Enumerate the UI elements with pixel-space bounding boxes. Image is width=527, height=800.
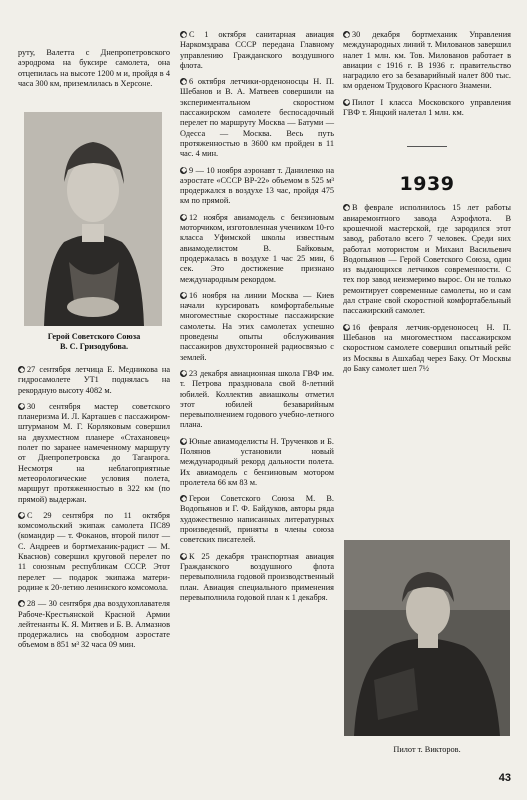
entry-text: 12 ноября авиамодель с бензиновым моторчиком, изготовленная учеником 10-го класса Уфимской школы известным авиамоделистом В. Байковым, продержалась в воздухе 1 час 25 мин, 6 сек. Это достижение признано международным рекордом. bbox=[180, 212, 334, 284]
star-bullet-icon bbox=[343, 31, 350, 38]
portrait-photo bbox=[24, 112, 162, 326]
entry-1-1 bbox=[18, 365, 170, 396]
portrait-caption-line1: Герой Советского Союза bbox=[47, 332, 141, 341]
entry-1-2 bbox=[18, 402, 170, 505]
entry-2-7 bbox=[180, 437, 334, 488]
star-bullet-icon bbox=[180, 292, 187, 299]
star-bullet-icon bbox=[180, 31, 187, 38]
intro-text: руту, Валетта с Днепропетровского аэродрома на буксире самолета, она отцепилась на высоте 1200 м и, пройдя в 4 часа 300 км, приземлилась в Херсоне. bbox=[18, 48, 170, 88]
entry-3-2 bbox=[343, 98, 511, 119]
star-bullet-icon bbox=[180, 167, 187, 174]
star-bullet-icon bbox=[343, 324, 350, 331]
section-divider bbox=[407, 146, 447, 147]
entry-text: 30 сентября мастер советского планеризма И. Л. Карташев с пассажиром-штурманом М. Г. Корляковым совершил на двухместном планере «Стахановец» полет по заранее намеченному маршруту от Днепропетровска до Таганрога. Несмотря на неблагоприятные метеорологические условия полета, маршрут протяженностью в 322 км (по прямой) выдержан. bbox=[18, 401, 170, 504]
star-bullet-icon bbox=[180, 370, 187, 377]
entry-2-4 bbox=[180, 213, 334, 285]
entry-2-2 bbox=[180, 77, 334, 159]
page-number: 43 bbox=[498, 772, 511, 784]
entry-text: В феврале исполнилось 15 лет работы авиаремонтного завода Аэрофлота. В крошечной мастерской, где зародился этот завод, работало всего 7 человек. Среди них работал мотористом и Михаил Васильевич Водопьянов — Герой Советского Союза, один из выдающихся летчиков современности. С тех пор завод неизмеримо вырос. Он не только ремонтирует современные самолеты, но и сам дал стране свой скоростной комфортабельный пассажирский самолет. bbox=[343, 203, 511, 316]
column-3 bbox=[343, 30, 511, 374]
entry-3-1 bbox=[343, 30, 511, 92]
entry-text: Герои Советского Союза М. В. Водопьянов и Г. Ф. Байдуков, авторы ряда художественно написанных литературных произведений, приняты в члены союза советских писателей. bbox=[180, 494, 334, 545]
star-bullet-icon bbox=[18, 366, 25, 373]
entry-2-8 bbox=[180, 494, 334, 545]
star-bullet-icon bbox=[180, 495, 187, 502]
entry-text: С 1 октября санитарная авиация Наркомздрава СССР передана Главному управлению Гражданского воздушного флота. bbox=[180, 30, 334, 70]
entry-2-5 bbox=[180, 291, 334, 363]
star-bullet-icon bbox=[180, 438, 187, 445]
entry-2-9 bbox=[180, 552, 334, 603]
entry-2-3 bbox=[180, 166, 334, 207]
star-bullet-icon bbox=[18, 403, 25, 410]
star-bullet-icon bbox=[343, 204, 350, 211]
star-bullet-icon bbox=[180, 214, 187, 221]
entry-text: Пилот I класса Московского управления ГВФ т. Янцкий налетал 1 млн. км. bbox=[343, 97, 511, 118]
entry-3-4 bbox=[343, 323, 511, 374]
entry-1-4 bbox=[18, 599, 170, 650]
star-bullet-icon bbox=[343, 99, 350, 106]
entry-2-1 bbox=[180, 30, 334, 71]
entry-text: 27 сентября летчица Е. Медникова на гидросамолете УТ1 подняласъ на рекордную высоту 4082 м. bbox=[18, 365, 170, 395]
pilot-photo bbox=[344, 540, 510, 736]
pilot-caption: Пилот т. Викторов. bbox=[393, 745, 461, 754]
portrait-illustration bbox=[24, 112, 162, 326]
entry-text: 16 ноября на линии Москва — Киев начали курсировать комфортабельные многоместные скоростные пассажирские самолеты. На этих самолетах успешно проведены опыты обслуживания пассажиров двухсторонней радиосвязью с землей. bbox=[180, 290, 334, 362]
column-2 bbox=[180, 30, 334, 603]
entry-text: 6 октября летчики-орденоносцы Н. П. Шебанов и В. А. Матвеев совершили на экспериментальном скоростном пассажирском самолете беспосадочный перелет по маршруту Москва — Батуми — Одесса — Москва. Весь путь протяженностью в 3600 км пройден в 11 час. 4 мин. bbox=[180, 77, 334, 159]
entry-text: К 25 декабря транспортная авиация Гражданского воздушного флота перевыполнила годовой производственный план. Авиация специального применения перевыполнила годовой план к 1 декабря. bbox=[180, 551, 334, 602]
entry-text: 16 февраля летчик-орденоносец Н. П. Шебанов на многоместном пассажирском скоростном самолете совершил опытный рейс из Москвы в Ашхабад через Баку. От Москвы до Баку самолет шел 7½ bbox=[343, 322, 511, 373]
pilot-illustration bbox=[344, 540, 510, 736]
star-bullet-icon bbox=[18, 600, 25, 607]
column-1-entries bbox=[18, 365, 170, 651]
entry-text: 9 — 10 ноября аэронавт т. Даниленко на аэростате «СССР ВР-22» объемом в 525 м³ продержался в воздухе 13 час, пройдя 475 км по прямой. bbox=[180, 165, 334, 206]
entry-text: С 29 сентября по 11 октября комсомольский экипаж самолета ПС89 (командир — т. Фоканов, второй пилот — С. Андреев и бортмеханик-радист — М. Кваснов) совершил круговой перелет по 11 союзным республикам СССР. Этот перелет — подарок экипажа матери-родине к 20-летию ленинского комсомола. bbox=[18, 510, 170, 592]
entry-text: 28 — 30 сентября два воздухоплавателя Рабоче-Крестьянской Красной Армии лейтенанты К. Я. Митяев и Б. В. Алмазнов продержались на свободном аэростате объемом в 851 м³ 32 часа 09 мин. bbox=[18, 599, 170, 650]
portrait-caption-line2: В. С. Гризодубова. bbox=[59, 342, 129, 351]
entry-2-6 bbox=[180, 369, 334, 431]
entry-text: 23 декабря авиационная школа ГВФ им. т. Петрова праздновала свой 8-летний юбилей. Коллектив авиашколы отметил этот юбилей безаварийным перевыполнением годового учебно-летного плана. bbox=[180, 368, 334, 430]
entry-3-3 bbox=[343, 203, 511, 316]
year-heading: 1939 bbox=[399, 173, 455, 196]
entry-1-3 bbox=[18, 511, 170, 593]
entry-text: Юные авиамоделисты Н. Трученков и Б. Полянов установили новый международный рекорд дальности полета. Их авиамодель с бензиновым мотором пролетела 66 км 83 м. bbox=[180, 436, 334, 487]
star-bullet-icon bbox=[180, 78, 187, 85]
star-bullet-icon bbox=[180, 553, 187, 560]
star-bullet-icon bbox=[18, 512, 25, 519]
entry-text: 30 декабря бортмеханик Управления международных линий т. Милованов завершил налет 1 млн. км. Тов. Милованов работает в авиации с 1916 г. В 1936 г. правительство наградило его за безаварийный налет 800 тыс. км орденом Трудового Красного Знамени. bbox=[343, 30, 511, 91]
